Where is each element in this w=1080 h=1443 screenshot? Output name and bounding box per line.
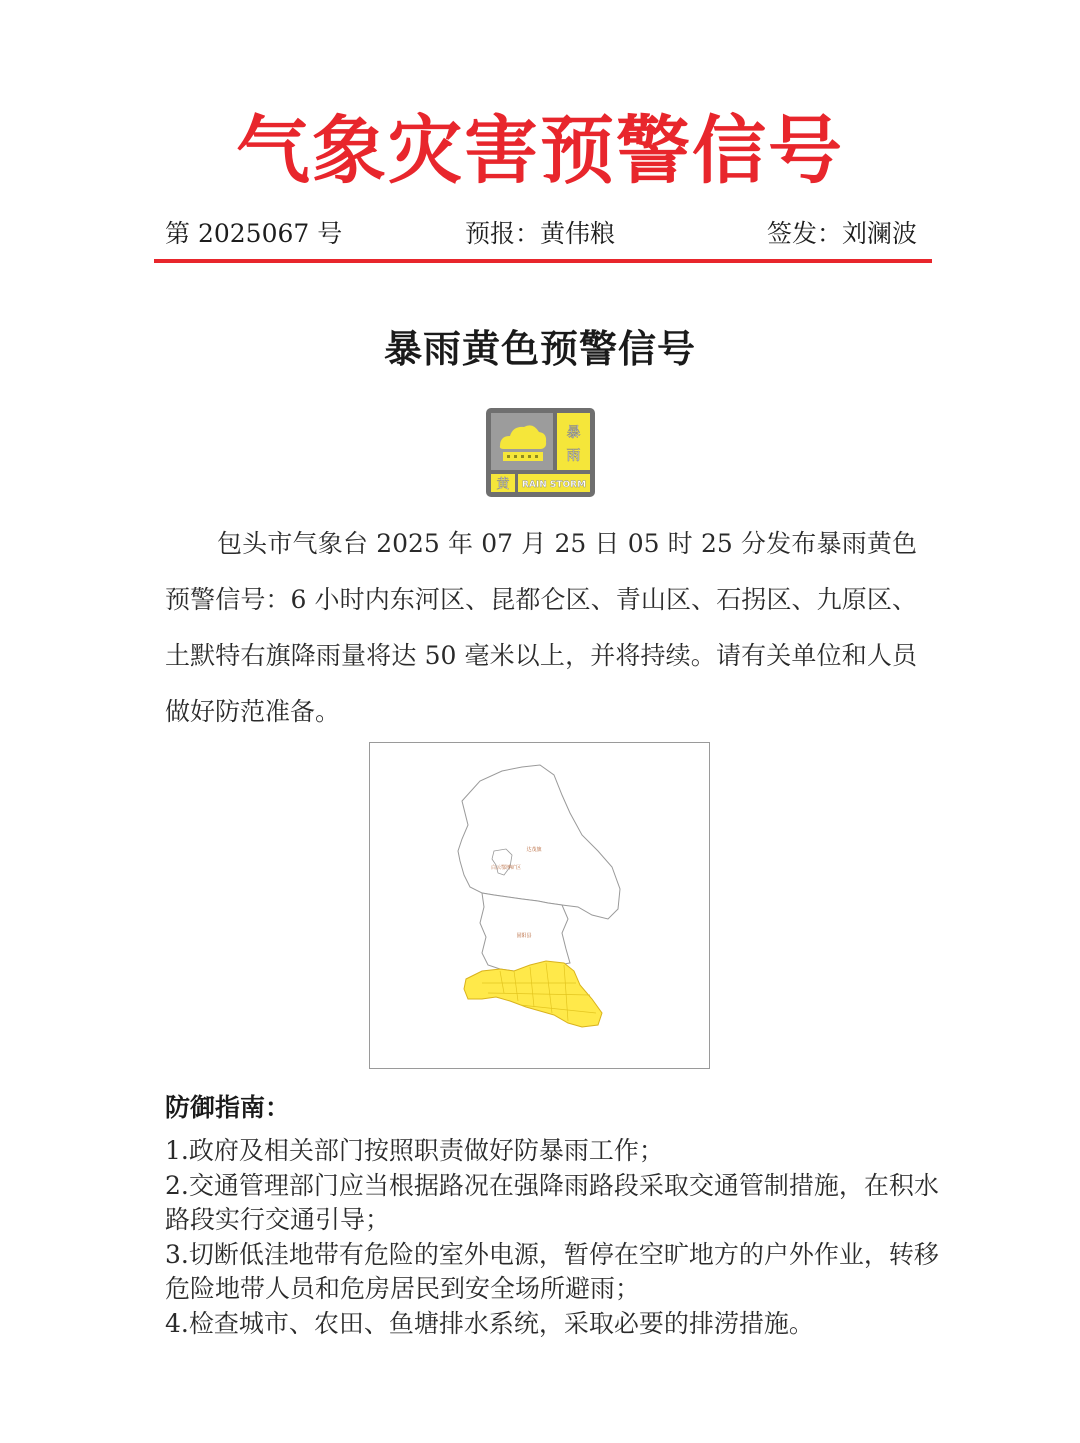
forecaster: 预报：黄伟粮 — [465, 219, 616, 248]
map-label-2: 白云鄂博矿区 — [490, 865, 522, 871]
guide-item: 1.政府及相关部门按照职责做好防暴雨工作； — [165, 1136, 664, 1165]
rainstorm-yellow-warning-icon — [486, 408, 595, 497]
document-title: 暴雨黄色预警信号 — [383, 326, 696, 371]
map-label-1: 达茂旗 — [526, 847, 542, 853]
icon-label-top: 暴 — [566, 425, 581, 441]
map-label-3: 固阳县 — [516, 933, 532, 939]
warning-paragraph: 包头市气象台 2025 年 07 月 25 日 05 时 25 分发布暴雨黄色预警信号：6 小时内东河区、昆都仑区、青山区、石拐区、九原区、土默特右旗降雨量将达 50 毫米以上，并将持续。请有关单位和人员做好防范准备。 — [165, 529, 917, 726]
warning-area-map — [369, 742, 710, 1069]
guide-item: 2.交通管理部门应当根据路况在强降雨路段采取交通管制措施，在积水路段实行交通引导； — [165, 1170, 939, 1234]
issue-number: 第 2025067 号 — [165, 219, 343, 248]
red-divider — [154, 259, 932, 263]
map-region-middle — [480, 893, 570, 971]
guide-list — [165, 1134, 945, 1341]
icon-label-en: RAIN STORM — [521, 480, 587, 490]
issue-meta-row — [165, 214, 917, 250]
guide-item: 3.切断低洼地带有危险的室外电源，暂停在空旷地方的户外作业，转移危险地带人员和危房居民到安全场所避雨； — [165, 1239, 939, 1303]
signer: 签发：刘澜波 — [766, 219, 917, 248]
icon-label-color: 黄 — [496, 477, 510, 492]
icon-label-bottom: 雨 — [566, 448, 581, 464]
guide-item: 4.检查城市、农田、鱼塘排水系统，采取必要的排涝措施。 — [165, 1308, 814, 1338]
guide-heading: 防御指南： — [165, 1093, 291, 1122]
masthead-title: 气象灾害预警信号 — [236, 108, 844, 194]
